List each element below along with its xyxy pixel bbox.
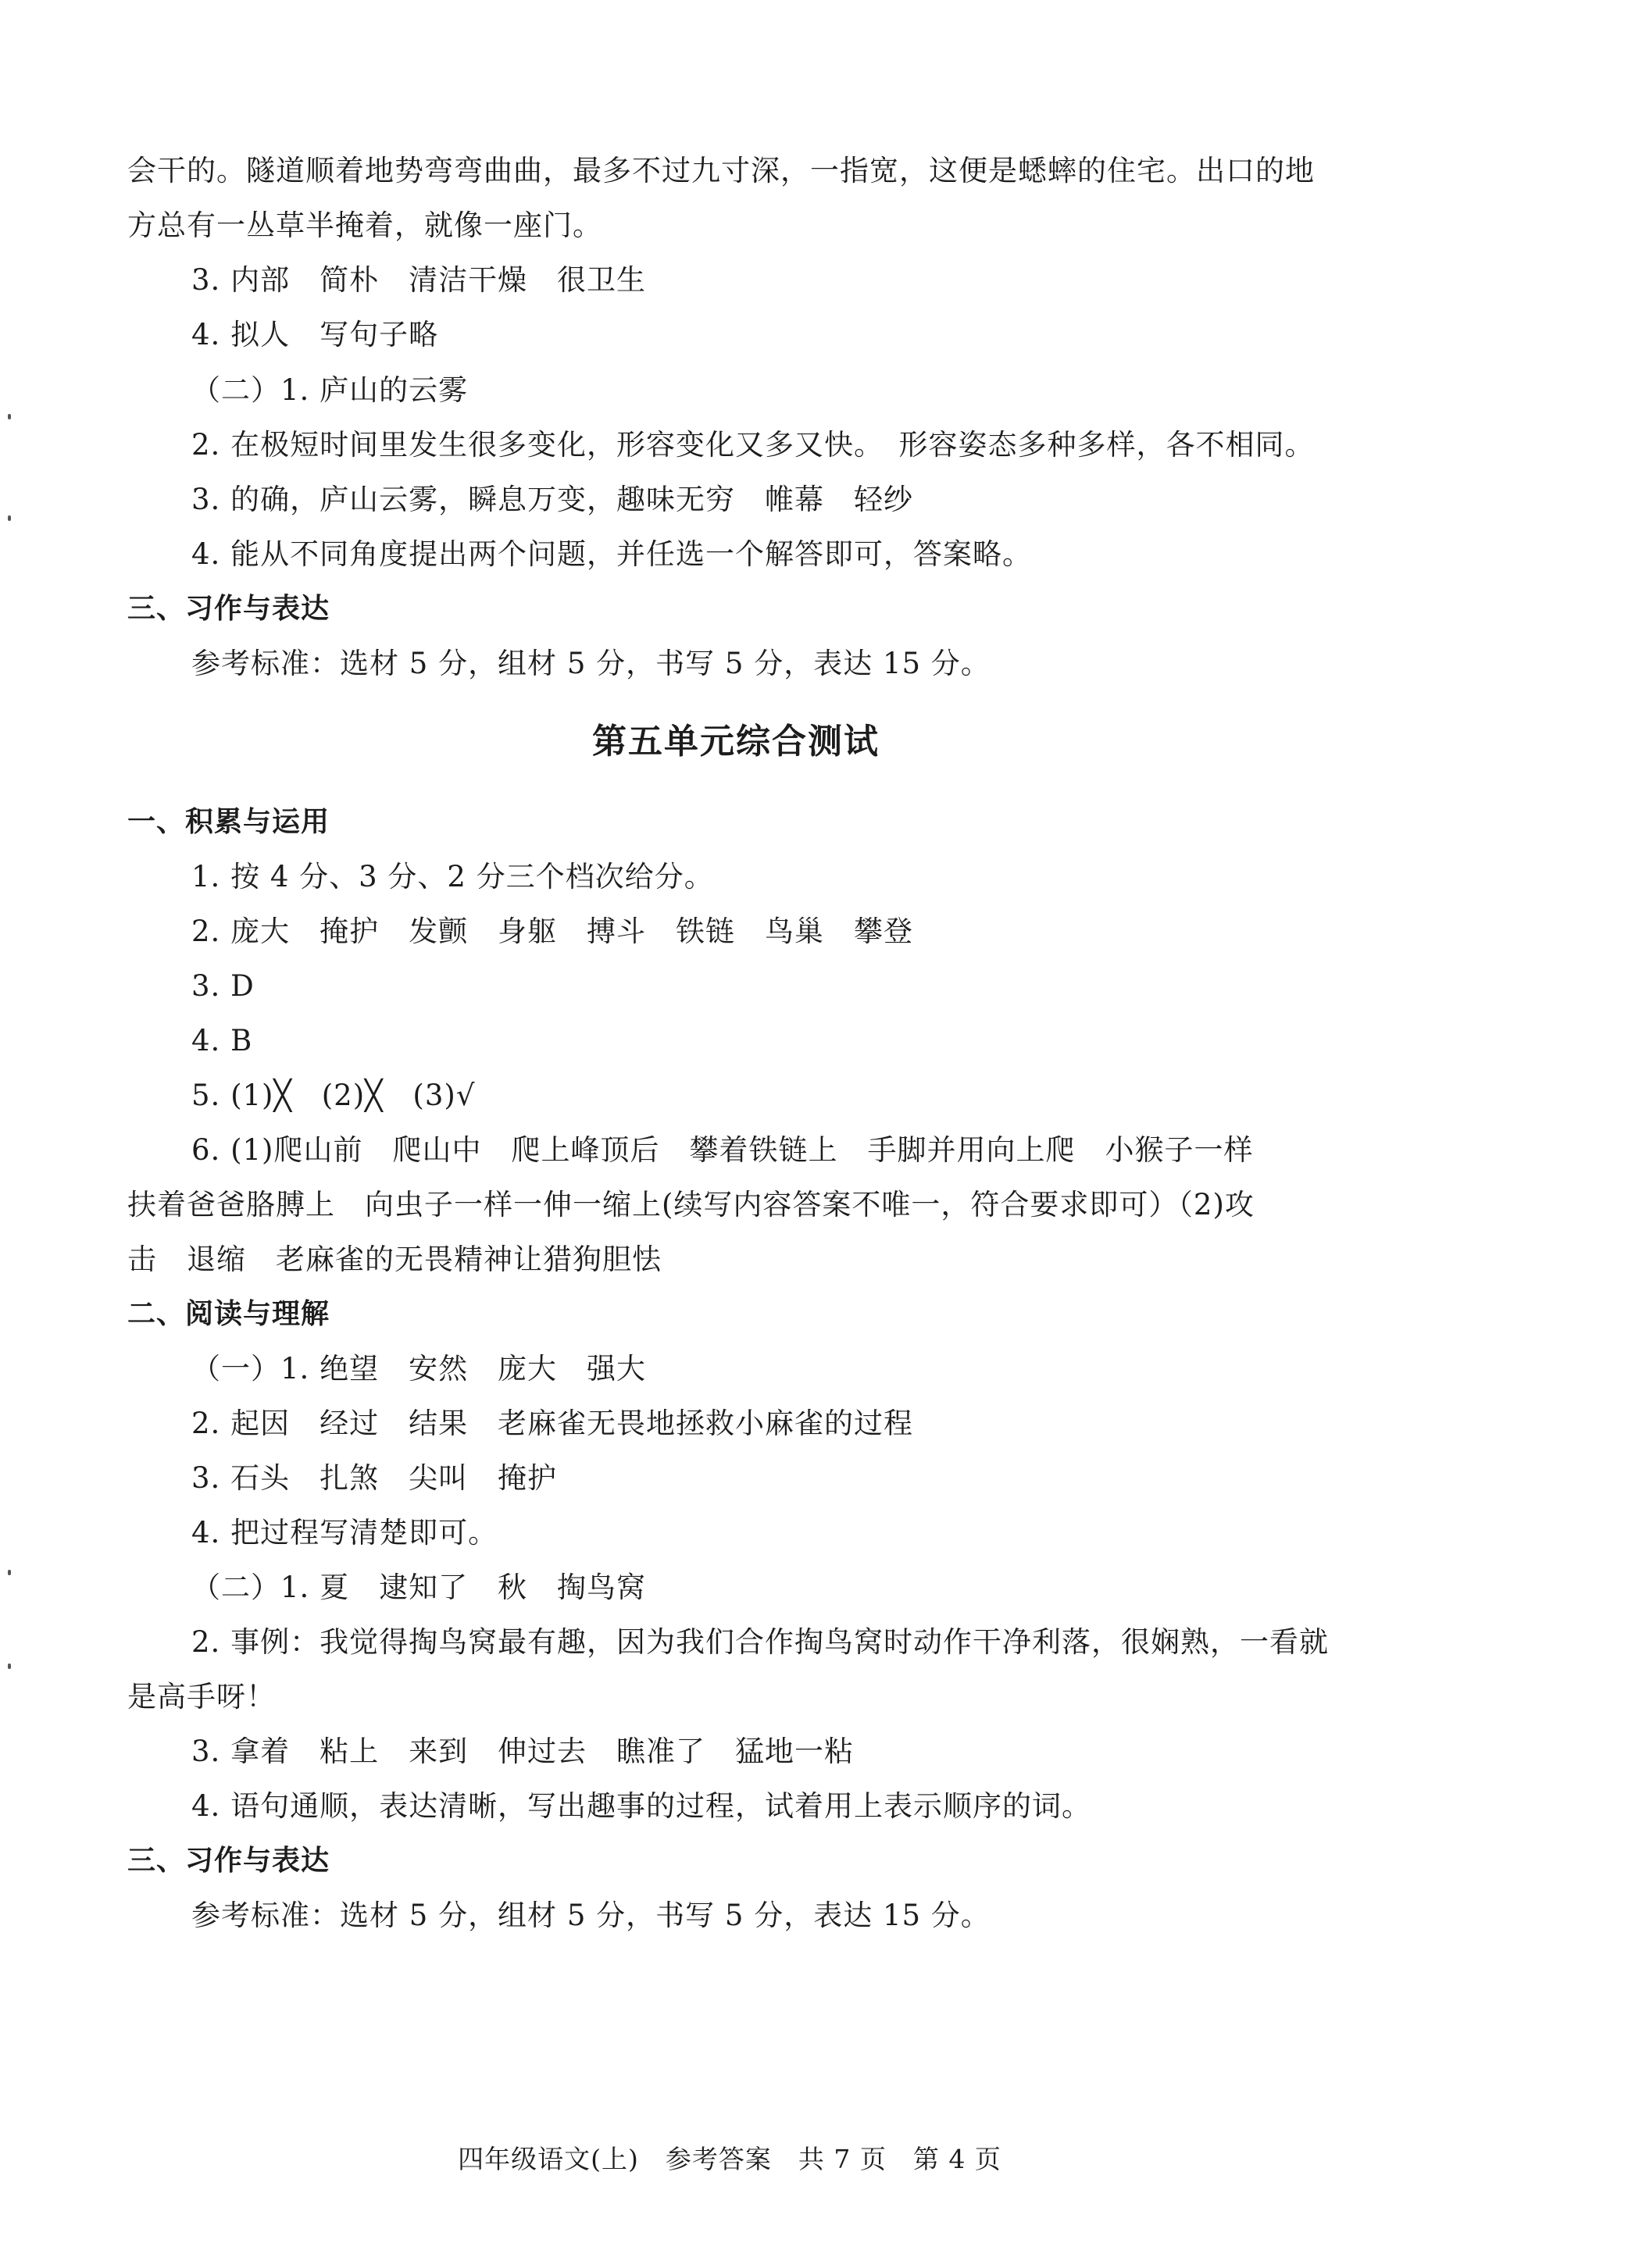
answer-line: 1. 按 4 分、3 分、2 分三个档次给分。 xyxy=(191,860,714,893)
paragraph-line: 方总有一丛草半掩着，就像一座门。 xyxy=(127,209,602,242)
answer-line: （二）1. 庐山的云雾 xyxy=(191,373,469,407)
answer-line: 6. (1)爬山前 爬山中 爬上峰顶后 攀着铁链上 手脚并用向上爬 小猴子一样 xyxy=(191,1133,1254,1167)
scan-mark xyxy=(8,414,11,419)
section-heading: 三、习作与表达 xyxy=(127,1845,330,1877)
answer-line: 2. 事例：我觉得掏鸟窝最有趣，因为我们合作掏鸟窝时动作干净利落，很娴熟，一看就 xyxy=(191,1625,1330,1659)
answer-line: 3. 内部 简朴 清洁干燥 很卫生 xyxy=(191,263,647,297)
section-heading: 二、阅读与理解 xyxy=(127,1298,330,1330)
answer-line: （二）1. 夏 逮知了 秋 掏鸟窝 xyxy=(191,1571,647,1604)
section-heading: 一、积累与运用 xyxy=(127,806,330,838)
scan-mark xyxy=(8,515,11,521)
answer-line: 5. (1)╳ (2)╳ (3)√ xyxy=(191,1079,476,1112)
answer-line: 3. 拿着 粘上 来到 伸过去 瞧准了 猛地一粘 xyxy=(191,1735,855,1768)
answer-line: 4. 拟人 写句子略 xyxy=(191,318,439,351)
answer-line: 2. 在极短时间里发生很多变化，形容变化又多又快。 形容姿态多种多样，各不相同。 xyxy=(191,428,1315,462)
unit-title: 第五单元综合测试 xyxy=(592,722,880,761)
answer-line: 3. D xyxy=(191,969,255,1003)
answer-line: 扶着爸爸胳膊上 向虫子一样一伸一缩上(续写内容答案不唯一，符合要求即可）（2)攻 xyxy=(127,1188,1255,1221)
answer-line: 4. B xyxy=(191,1024,253,1057)
answer-line: 击 退缩 老麻雀的无畏精神让猎狗胆怯 xyxy=(127,1243,662,1276)
answer-line: 4. 能从不同角度提出两个问题，并任选一个解答即可，答案略。 xyxy=(191,537,1033,571)
answer-line: 2. 庞大 掩护 发颤 身躯 搏斗 铁链 鸟巢 攀登 xyxy=(191,915,914,948)
answer-line: （一）1. 绝望 安然 庞大 强大 xyxy=(191,1352,647,1385)
page-footer: 四年级语文(上) 参考答案 共 7 页 第 4 页 xyxy=(458,2144,1001,2174)
paragraph-line: 会干的。隧道顺着地势弯弯曲曲，最多不过九寸深，一指宽，这便是蟋蟀的住宅。出口的地 xyxy=(127,154,1315,187)
answer-line: 4. 语句通顺，表达清晰，写出趣事的过程，试着用上表示顺序的词。 xyxy=(191,1789,1092,1823)
section-heading: 三、习作与表达 xyxy=(127,593,330,625)
answer-line: 是高手呀！ xyxy=(127,1680,276,1713)
answer-line: 2. 起因 经过 结果 老麻雀无畏地拯救小麻雀的过程 xyxy=(191,1407,914,1440)
scan-mark xyxy=(8,1570,11,1575)
answer-line: 3. 的确，庐山云雾，瞬息万变，趣味无穷 帷幕 轻纱 xyxy=(191,483,914,516)
answer-line: 3. 石头 扎煞 尖叫 掩护 xyxy=(191,1461,558,1495)
answer-line: 参考标准：选材 5 分，组材 5 分，书写 5 分，表达 15 分。 xyxy=(191,647,991,680)
answer-line: 参考标准：选材 5 分，组材 5 分，书写 5 分，表达 15 分。 xyxy=(191,1899,991,1932)
scan-mark xyxy=(8,1664,11,1669)
answer-line: 4. 把过程写清楚即可。 xyxy=(191,1516,498,1549)
